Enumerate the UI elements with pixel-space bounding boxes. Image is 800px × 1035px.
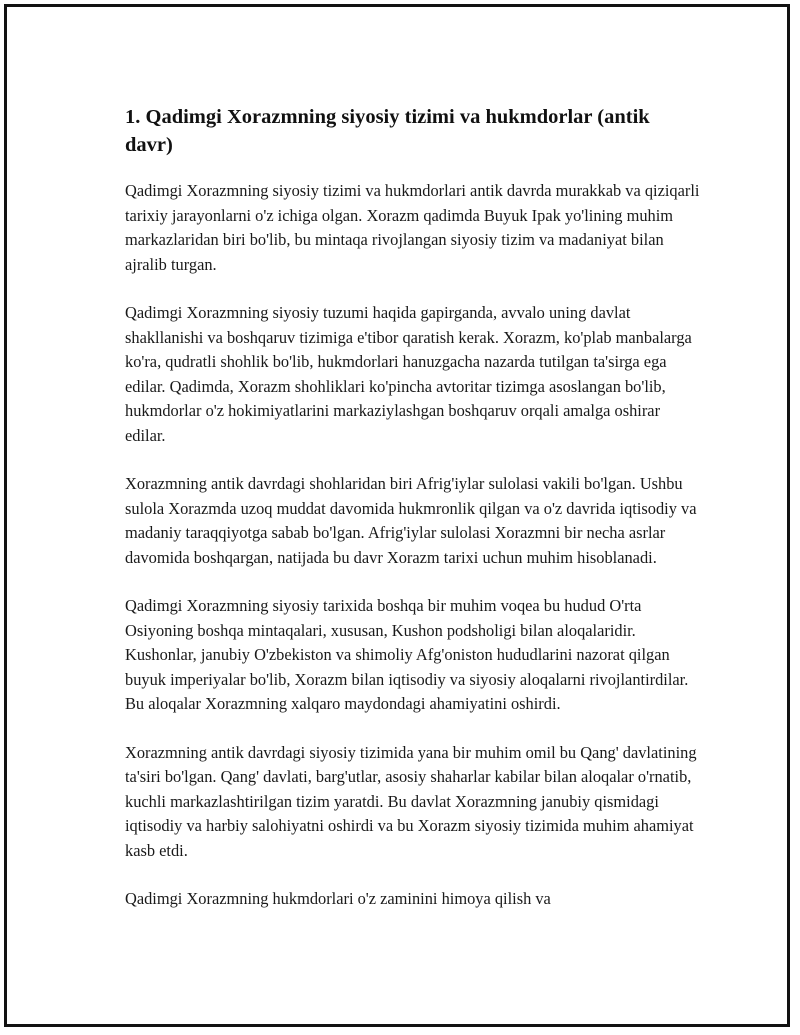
paragraph-1: Qadimgi Xorazmning siyosiy tizimi va hukmdorlari antik davrda murakkab va qiziqarli tarixiy jarayonlarni o'z ichiga olgan. Xorazm qadimda Buyuk Ipak yo'lining muhim markazlaridan biri bo'lib, bu mintaqa rivojlangan siyosiy tizim va madaniyat bilan ajralib turgan. [125, 181, 700, 274]
paragraph-5: Xorazmning antik davrdagi siyosiy tizimida yana bir muhim omil bu Qang' davlatining ta'siri bo'lgan. Qang' davlati, barg'utlar, asosiy shaharlar kabilar bilan aloqalar o'rnatib, kuchli markazlashtirilgan tizim yaratdi. Bu davlat Xorazmning janubiy qismidagi iqtisodiy va harbiy salohiyatni oshirdi va bu Xorazm siyosiy tizimida muhim ahamiyat kasb etdi. [125, 742, 697, 860]
page-border [4, 4, 790, 1027]
paragraph-3: Xorazmning antik davrdagi shohlaridan biri Afrig'iylar sulolasi vakili bo'lgan. Ushbu sulola Xorazmda uzoq muddat davomida hukmronlik qilgan va o'z davrida iqtisodiy va madaniy taraqqiyotga sabab bo'lgan. Afrig'iylar sulolasi Xorazmni bir necha asrlar davomida boshqargan, natijada bu davr Xorazm tarixi uchun muhim hisoblanadi. [125, 474, 697, 567]
paragraph-4: Qadimgi Xorazmning siyosiy tarixida boshqa bir muhim voqea bu hudud O'rta Osiyoning boshqa mintaqalari, xususan, Kushon podsholigi bilan aloqalaridir. Kushonlar, janubiy O'zbekiston va shimoliy Afg'oniston hududlarini nazorat qilgan buyuk imperiyalar bo'lib, Xorazm bilan iqtisodiy va siyosiy aloqalarni rivojlantirdilar. Bu aloqalar Xorazmning xalqaro maydondagi ahamiyatini oshirdi. [125, 596, 689, 713]
document-body [125, 103, 700, 936]
paragraph-6: Qadimgi Xorazmning hukmdorlari o'z zaminini himoya qilish va [125, 889, 551, 908]
section-heading: 1. Qadimgi Xorazmning siyosiy tizimi va hukmdorlar (antik davr) [125, 106, 650, 156]
paragraph-2: Qadimgi Xorazmning siyosiy tuzumi haqida gapirganda, avvalo uning davlat shakllanishi va boshqaruv tizimiga e'tibor qaratish kerak. Xorazm, ko'plab manbalarga ko'ra, qudratli shohlik bo'lib, hukmdorlari hanuzgacha nazarda tutilgan ta'sirga ega edilar. Qadimda, Xorazm shohliklari ko'pincha avtoritar tizimga asoslangan bo'lib, hukmdorlar o'z hokimiyatlarini markaziylashgan boshqaruv orqali amalga oshirar edilar. [125, 303, 692, 445]
